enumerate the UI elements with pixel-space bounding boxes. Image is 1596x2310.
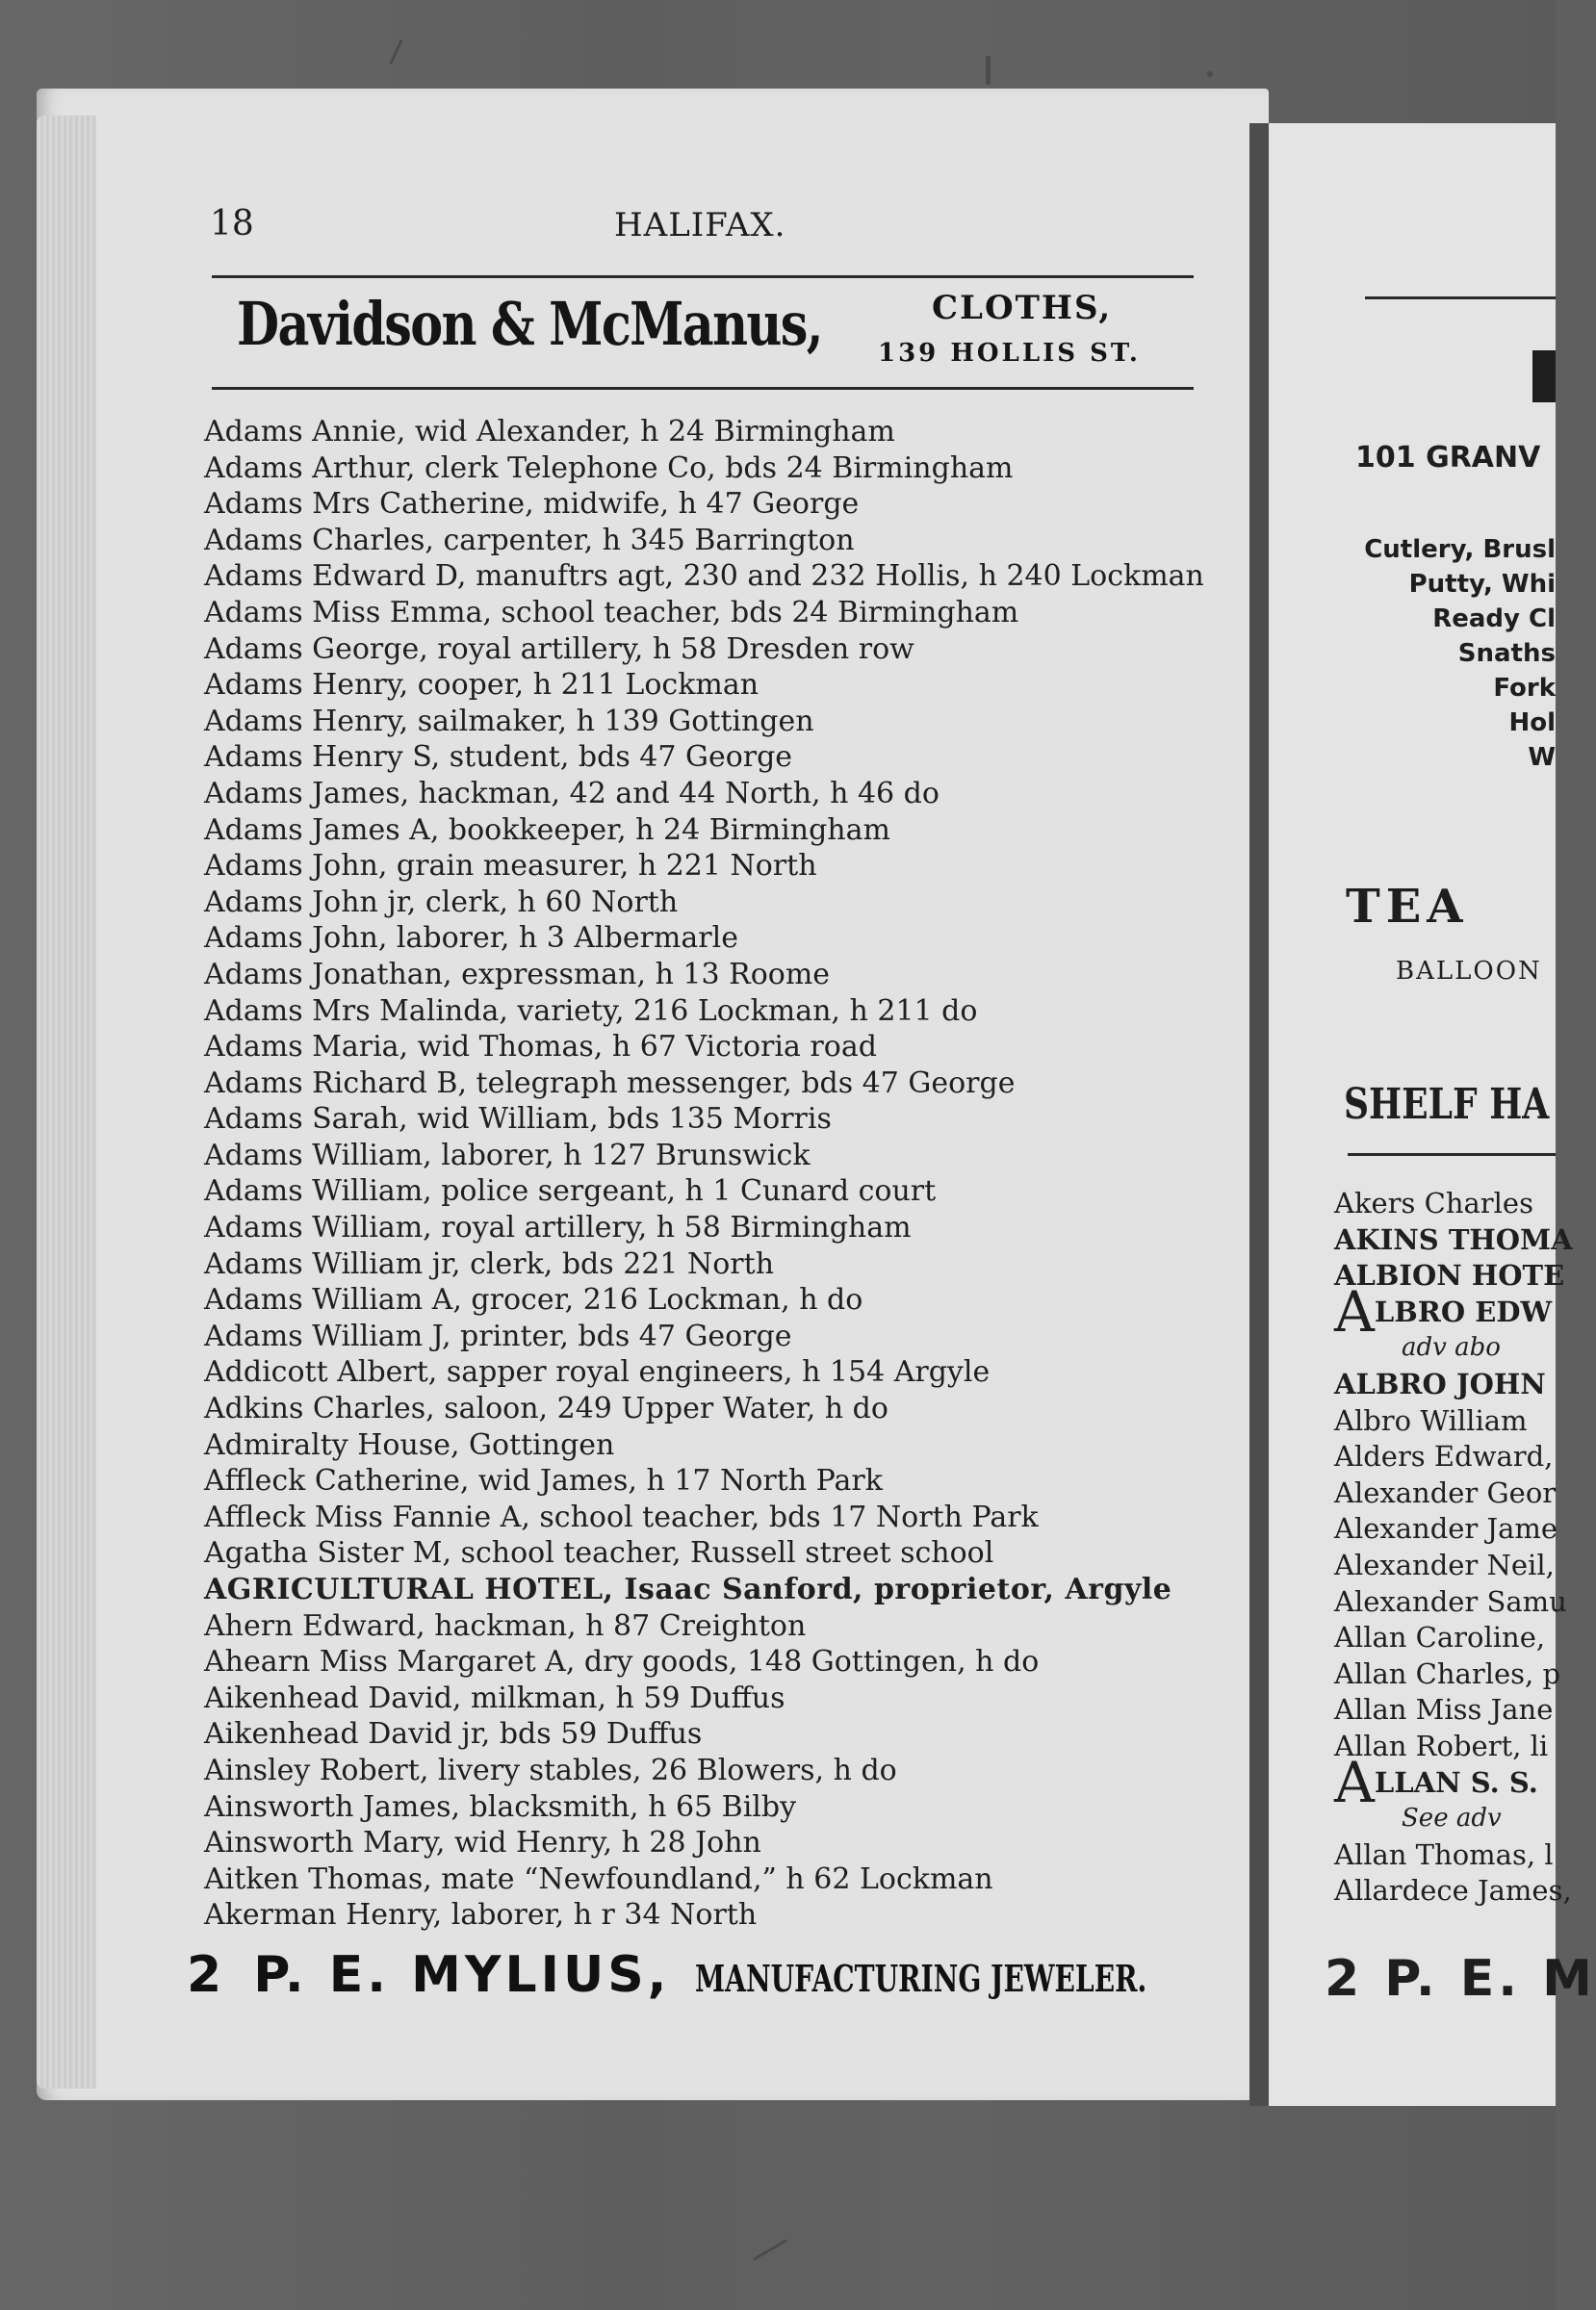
directory-entry: Adkins Charles, saloon, 249 Upper Water, h do <box>204 1392 888 1426</box>
right-goods-line: Snaths <box>1457 639 1556 668</box>
drop-capital: A <box>1334 1749 1375 1815</box>
right-entry-text: See adv <box>1402 1804 1502 1834</box>
right-directory-entry <box>1334 1837 1556 1874</box>
right-directory-listing <box>1334 1186 1573 1910</box>
right-directory-entry <box>1334 1692 1556 1729</box>
book-spine <box>1249 123 1269 2106</box>
running-head: HALIFAX. <box>614 206 786 244</box>
right-entry-text: Allan Robert, li <box>1334 1729 1549 1762</box>
directory-entry: Adams Annie, wid Alexander, h 24 Birmingham <box>204 415 895 449</box>
right-entry-text: Albro William <box>1334 1403 1528 1437</box>
right-directory-entry <box>1334 1476 1556 1512</box>
directory-entry: Adams Henry, cooper, h 211 Lockman <box>204 668 759 703</box>
page-header <box>210 204 1192 252</box>
right-directory-entry <box>1334 1584 1567 1621</box>
directory-entry: Affleck Catherine, wid James, h 17 North Park <box>204 1464 883 1499</box>
directory-entry: Adams William, police sergeant, h 1 Cunard court <box>204 1174 937 1209</box>
footer-advertiser-trade: MANUFACTURING JEWELER. <box>694 1957 1146 2000</box>
dust-speck <box>1207 71 1213 77</box>
directory-entry: AGRICULTURAL HOTEL, Isaac Sanford, proprietor, Argyle <box>204 1573 1172 1606</box>
right-entry-text: AKINS THOMA <box>1334 1222 1573 1256</box>
right-entry-text: Akers Charles <box>1334 1187 1533 1219</box>
right-header-rule <box>1365 296 1556 299</box>
directory-entry: Adams Maria, wid Thomas, h 67 Victoria road <box>204 1030 877 1065</box>
right-entry-text: Allan Miss Jane <box>1334 1693 1554 1727</box>
directory-entry: Adams Henry, sailmaker, h 139 Gottingen <box>204 704 814 738</box>
directory-entry: Adams John, laborer, h 3 Albermarle <box>204 921 738 956</box>
footer-advertiser-name: P. E. MYLIUS, <box>253 1946 671 2004</box>
directory-entry: Affleck Miss Fannie A, school teacher, bds 17 North Park <box>204 1500 1039 1534</box>
directory-entry: Adams Arthur, clerk Telephone Co, bds 24 Birmingham <box>204 450 1014 485</box>
directory-entry: Adams William jr, clerk, bds 221 North <box>204 1246 775 1281</box>
directory-entry: Adams Edward D, manuftrs agt, 230 and 232 Hollis, h 240 Lockman <box>204 559 1204 594</box>
right-shelf-rule <box>1348 1153 1556 1156</box>
right-street-fragment: 101 GRANV <box>1355 441 1541 475</box>
right-directory-entry <box>1334 1620 1556 1656</box>
directory-entry: Adams John, grain measurer, h 221 North <box>204 849 817 884</box>
directory-entry: Ahearn Miss Margaret A, dry goods, 148 Gottingen, h do <box>204 1645 1040 1680</box>
right-entry-text: Allan Caroline, <box>1334 1621 1546 1655</box>
right-entry-text: ALBION HOTE <box>1334 1259 1565 1293</box>
directory-entry: Adams William, laborer, h 127 Brunswick <box>204 1138 811 1172</box>
right-entry-text: adv abo <box>1402 1333 1501 1363</box>
right-shelf-heading: SHELF HA <box>1344 1080 1550 1129</box>
right-footer-fragment: 2 P. E. M <box>1325 1950 1596 2008</box>
right-entry-text: ALBRO JOHN <box>1334 1367 1546 1400</box>
right-directory-entry <box>1334 1367 1556 1403</box>
advertiser-name: Davidson & McManus, <box>237 289 822 359</box>
header-rule <box>212 275 1194 278</box>
right-entry-text: Allardece James, <box>1334 1874 1572 1908</box>
right-directory-entry <box>1334 1511 1556 1548</box>
directory-entry: Ainsworth James, blacksmith, h 65 Bilby <box>204 1789 797 1824</box>
right-directory-entry <box>1334 1403 1556 1440</box>
right-directory-entry <box>1334 1278 1556 1345</box>
directory-entry: Adams William A, grocer, 216 Lockman, h do <box>204 1283 863 1318</box>
right-tea-heading: TEA <box>1346 880 1469 934</box>
footer-number: 2 <box>187 1946 222 2004</box>
right-entry-text: Allan Thomas, l <box>1334 1837 1554 1871</box>
page-number: 18 <box>210 204 254 244</box>
directory-entry: Adams Jonathan, expressman, h 13 Roome <box>204 957 831 991</box>
right-goods-line: Hol <box>1508 708 1556 737</box>
right-goods-line: Putty, Whi <box>1408 570 1556 599</box>
right-directory-entry <box>1334 1222 1573 1259</box>
right-balloon-text: BALLOON <box>1396 957 1542 986</box>
right-entry-text: Alexander Neil, <box>1334 1548 1555 1581</box>
directory-entry: Adams James A, bookkeeper, h 24 Birmingham <box>204 812 890 847</box>
directory-entry: Ainsworth Mary, wid Henry, h 28 John <box>204 1826 761 1861</box>
banner-rule <box>212 387 1194 390</box>
directory-entry: Adams Mrs Malinda, variety, 216 Lockman, h 211 do <box>204 993 978 1028</box>
right-goods-line: W <box>1528 743 1556 772</box>
right-banner-fragment <box>1532 350 1556 402</box>
banner-advertisement <box>212 285 1194 385</box>
directory-entry: Adams Richard B, telegraph messenger, bds 47 George <box>204 1065 1016 1100</box>
directory-entry: Adams Miss Emma, school teacher, bds 24 Birmingham <box>204 595 1019 629</box>
directory-entry: Adams James, hackman, 42 and 44 North, h 46 do <box>204 776 940 810</box>
directory-entry: Addicott Albert, sapper royal engineers, h 154 Argyle <box>204 1355 991 1390</box>
directory-entry: Aikenhead David jr, bds 59 Duffus <box>204 1717 703 1752</box>
right-entry-text: Alexander Jame <box>1334 1512 1558 1546</box>
directory-entry: Adams William J, printer, bds 47 George <box>204 1319 792 1353</box>
directory-entry: Adams John jr, clerk, h 60 North <box>204 885 679 919</box>
right-goods-line: Ready Cl <box>1432 604 1556 633</box>
right-directory-entry <box>1334 1439 1556 1476</box>
right-entry-text: Alexander Samu <box>1334 1584 1567 1618</box>
drop-capital: A <box>1334 1278 1375 1345</box>
right-entry-text: Allan Charles, p <box>1334 1656 1561 1690</box>
directory-entry: Adams Charles, carpenter, h 345 Barrington <box>204 523 855 557</box>
right-entry-text: Alexander Geor <box>1334 1476 1557 1509</box>
footer-advertisement <box>187 1946 1207 2014</box>
right-directory-entry <box>1334 1749 1556 1815</box>
right-directory-entry <box>1334 1656 1561 1693</box>
right-entry-text: LLAN S. S. <box>1374 1765 1538 1799</box>
directory-entry: Akerman Henry, laborer, h r 34 North <box>204 1898 758 1933</box>
page-edge <box>37 116 96 2089</box>
advertised-product: CLOTHS, <box>932 289 1113 327</box>
right-directory-entry <box>1334 1548 1556 1584</box>
directory-entry: Adams William, royal artillery, h 58 Birmingham <box>204 1211 912 1245</box>
directory-entry: Ainsley Robert, livery stables, 26 Blowers, h do <box>204 1753 897 1787</box>
right-directory-entry <box>1334 1186 1556 1222</box>
right-directory-entry <box>1334 1873 1572 1910</box>
directory-listing <box>204 414 1224 1934</box>
directory-entry: Adams Mrs Catherine, midwife, h 47 George <box>204 487 860 522</box>
directory-entry: Agatha Sister M, school teacher, Russell street school <box>204 1536 994 1571</box>
directory-entry: Adams George, royal artillery, h 58 Dresden row <box>204 631 914 666</box>
advertiser-address: 139 HOLLIS ST. <box>878 339 1141 368</box>
dust-speck <box>986 56 991 85</box>
right-goods-line: Cutlery, Brusl <box>1364 535 1556 564</box>
directory-entry: Ahern Edward, hackman, h 87 Creighton <box>204 1608 807 1643</box>
directory-entry: Admiralty House, Gottingen <box>204 1427 615 1462</box>
directory-entry: Aitken Thomas, mate “Newfoundland,” h 62 Lockman <box>204 1861 993 1896</box>
right-goods-line: Fork <box>1493 674 1556 703</box>
right-entry-text: LBRO EDW <box>1374 1295 1553 1328</box>
right-entry-text: Alders Edward, <box>1334 1440 1554 1474</box>
directory-entry: Adams Sarah, wid William, bds 135 Morris <box>204 1102 832 1137</box>
directory-entry: Adams Henry S, student, bds 47 George <box>204 740 793 775</box>
directory-entry: Aikenhead David, milkman, h 59 Duffus <box>204 1681 785 1715</box>
